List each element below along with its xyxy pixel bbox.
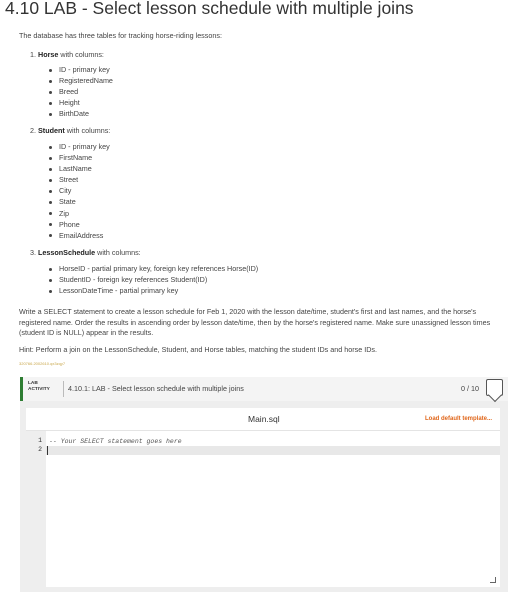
lessonschedule-columns bbox=[59, 263, 258, 296]
horse-columns bbox=[59, 64, 113, 119]
intro-text: The database has three tables for tracking horse-riding lessons: bbox=[19, 31, 222, 40]
list-item: Breed bbox=[59, 86, 113, 97]
lab-activity-panel bbox=[20, 377, 508, 592]
code-input[interactable] bbox=[46, 431, 500, 587]
list-item: RegisteredName bbox=[59, 76, 113, 86]
lab-score: 0 / 10 bbox=[461, 384, 479, 393]
list-item: FirstName bbox=[59, 152, 110, 163]
code-editor bbox=[26, 408, 500, 587]
list-item: StudentID - foreign key references Student(ID) bbox=[59, 274, 258, 285]
instructions-text: Write a SELECT statement to create a lesson schedule for Feb 1, 2020 with the lesson date/time, student's first and last names, and the horse's registered name. Order the results in ascending order by lesson date/time, then by the horse's registered name. Make sure unassigned lesson times (student ID is NULL) appear in the results. bbox=[19, 307, 491, 337]
list-item: LessonDateTime - partial primary key bbox=[59, 285, 258, 296]
table-name: Student bbox=[38, 126, 65, 135]
load-default-template-link[interactable]: Load default template... bbox=[424, 416, 492, 422]
list-item: State bbox=[59, 196, 110, 207]
list-item: ID - primary key bbox=[59, 64, 113, 75]
hint-text: Hint: Perform a join on the LessonSchedule, Student, and Horse tables, matching the student IDs and horse IDs. bbox=[19, 345, 377, 354]
list-item: HorseID - partial primary key, foreign key references Horse(ID) bbox=[59, 264, 259, 273]
page-title: 4.10 LAB - Select lesson schedule with multiple joins bbox=[5, 0, 414, 18]
list-item: BirthDate bbox=[59, 108, 113, 119]
resize-handle-icon[interactable] bbox=[490, 577, 496, 583]
table-name: Horse bbox=[38, 50, 59, 59]
code-line[interactable]: -- Your SELECT statement goes here bbox=[49, 438, 182, 445]
table-heading-student: 2. Student with columns: bbox=[30, 126, 111, 135]
editor-header bbox=[26, 408, 500, 431]
list-item: Height bbox=[59, 97, 113, 108]
list-item: City bbox=[59, 185, 110, 196]
line-number: 2 bbox=[38, 446, 42, 453]
table-heading-horse: 1. Horse with columns: bbox=[30, 50, 104, 59]
line-number: 1 bbox=[38, 437, 42, 444]
activity-id: 320766.2002610.qx3zqy7 bbox=[19, 361, 66, 366]
list-item: Street bbox=[59, 174, 110, 185]
student-columns bbox=[59, 141, 110, 241]
list-item: LastName bbox=[59, 163, 110, 174]
list-item: Phone bbox=[59, 219, 110, 230]
list-item: EmailAddress bbox=[59, 230, 110, 241]
lab-activity-tag: LAB ACTIVITY bbox=[28, 381, 50, 392]
divider bbox=[63, 381, 64, 397]
completion-badge-icon bbox=[486, 379, 503, 396]
table-name: LessonSchedule bbox=[38, 248, 96, 257]
list-item: ID - primary key bbox=[59, 142, 110, 151]
table-heading-lessonschedule: 3. LessonSchedule with columns: bbox=[30, 248, 141, 257]
code-line-active[interactable] bbox=[46, 446, 500, 455]
lab-header bbox=[20, 377, 508, 401]
text-cursor bbox=[47, 446, 48, 455]
list-item: Zip bbox=[59, 208, 110, 219]
file-name: Main.sql bbox=[248, 414, 280, 424]
line-number-gutter bbox=[26, 431, 46, 587]
lab-title: 4.10.1: LAB - Select lesson schedule with multiple joins bbox=[68, 384, 244, 393]
